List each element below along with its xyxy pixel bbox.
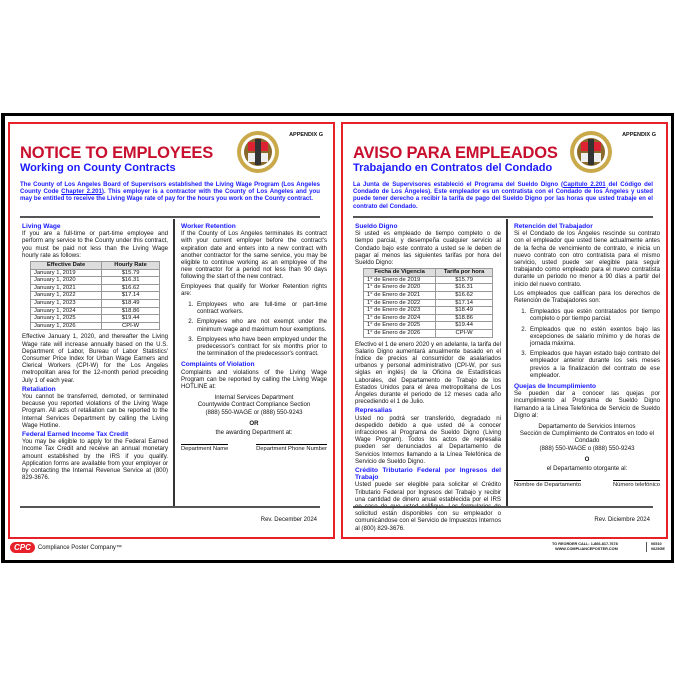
wage-increase-text: Efectivo el 1 de enero 2020 y en adelante, la tarifa del Salario Digno aumentará anualmente basado en el Índice de precios al consumidor de asalariados urbanos y personal administrativo (CPI-W, por sus siglas en inglés) de la Oficina de Estadísticas Laborales, del Departamento de Trabajo de los Estados Unidos para el área metropolitana de Los Ángeles durante el periodo de 12 meses cada año precediendo el 1 de Julio.	[355, 340, 501, 406]
table-row	[31, 277, 160, 285]
spanish-panel	[341, 122, 668, 539]
intro-text	[353, 181, 653, 210]
revision-date: Rev. December 2024	[260, 517, 317, 523]
hourly-rate: $18.49	[102, 299, 160, 307]
table-row	[364, 284, 493, 292]
intro-part: La Junta de Supervisores estableció el Programa del Sueldo Digno (	[353, 181, 564, 188]
table-row	[364, 314, 493, 322]
right-column	[181, 221, 327, 453]
retaliation-heading: Retaliation	[22, 385, 56, 393]
effective-date: January 1, 2026	[31, 322, 102, 330]
code-1: 06510	[651, 542, 662, 546]
worker-retention-text: Si el Condado de los Ángeles rescinde su contrato con el empleador que usted tiene actualmente antes de la fecha de vencimiento de contrato, e inicia un nuevo contrato con otro contratista para el mismo servicio, usted puede ser elegible para seguir trabajando como empleado para el nuevo contratista durante un periodo no menor a 90 días a partir del inicio del nuevo contrato.	[514, 230, 660, 288]
table-row	[31, 284, 160, 292]
table-row	[31, 299, 160, 307]
table-row	[364, 276, 493, 284]
living-wage-text: If you are a full-time or part-time employee and perform any service to the County under this contract, you must be paid not less than the Living Wage hourly rate as follows:	[22, 230, 168, 259]
wage-table	[363, 268, 493, 337]
col-header: Hourly Rate	[102, 262, 160, 270]
eitc-text: Usted puede ser elegible para solicitar el Crédito Tributario Federal por Ingresos del Trabajo y recibir una cantidad de dinero anual establecida por el IRS solicitud están disponibles con su empleador o comunicándose con el Servicio de Impuestos Internos al (800) 829-3676.	[355, 481, 501, 532]
effective-date: January 1, 2022	[31, 292, 102, 300]
retaliation-text: Usted no podrá ser transferido, degradado ni despedido debido a que usted dé a conocer infracciones al Programa de Sueldo Digno (Living Wage Program). Todos los actos de represalia pueden ser denunciados al Departamento de Servicios Internos llamando a la Línea Telefónica de Servicio de Sueldo Digno.	[355, 414, 501, 465]
effective-date: January 1, 2024	[31, 307, 102, 315]
wage-table	[30, 261, 160, 330]
hotline-block	[514, 423, 660, 472]
divider	[353, 506, 653, 508]
notice-title: NOTICE TO EMPLOYEES	[20, 144, 214, 162]
english-panel	[8, 122, 335, 539]
hourly-rate: $15.79	[436, 276, 493, 284]
col-header: Tarifa por hora	[436, 269, 493, 277]
effective-date: January 1, 2023	[31, 299, 102, 307]
list-item: 1. Empleados que estén contratados por tiempo completo o por tiempo parcial.	[528, 308, 660, 322]
col-header: Effective Date	[31, 262, 102, 270]
hourly-rate: $18.86	[436, 314, 493, 322]
poster-codes	[646, 542, 665, 552]
county-seal-icon	[236, 130, 280, 174]
notice-subtitle: Working on County Contracts	[20, 162, 176, 174]
department-phone-line: Número telefónico	[612, 482, 660, 489]
hourly-rate: $18.49	[436, 307, 493, 315]
hourly-rate: $17.14	[102, 292, 160, 300]
list-item: 3. Empleados que hayan estado bajo contrato del empleador anterior durante los seis meses previos a la finalización del contrato de ese empleador.	[528, 350, 660, 379]
code-2: 0625GE	[651, 547, 665, 551]
effective-date: 1° de Enero de 2019	[364, 276, 436, 284]
eitc-heading: Crédito Tributario Federal por Ingresos del Trabajo	[355, 467, 501, 482]
effective-date: 1° de Enero de 2023	[364, 307, 436, 315]
living-wage-heading: Sueldo Digno	[355, 223, 398, 230]
eitc-text: You may be eligible to apply for the Federal Earned Income Tax Credit and receive an annual monetary amount established by the IRS if you qualify. Application forms are available from your employer or by contacting the Internal Revenue Service at (800) 829-3676.	[22, 438, 168, 482]
signature-lines	[181, 444, 327, 453]
complaints-heading: Complaints of Violation	[181, 361, 255, 369]
table-row	[364, 292, 493, 300]
retaliation-text: You cannot be transferred, demoted, or terminated because you reported violations of the Living Wage Program. All acts of retaliation can be reported to the Internal Services Department by calling the Living Wage Hotline.	[22, 392, 168, 429]
effective-date: January 1, 2021	[31, 284, 102, 292]
list-item: 2. Employees who are not exempt under the minimum wage and maximum hour exemptions.	[195, 318, 327, 332]
or-label: OR	[249, 419, 259, 427]
table-row	[31, 307, 160, 315]
complaints-text: Se pueden dar a conocer las quejas por incumplimiento al Programa de Sueldo Digno llamando a la Línea Telefónica de Servicio de Sueldo Digno al:	[514, 390, 660, 419]
hourly-rate: $16.62	[436, 292, 493, 300]
reorder-phone: TO REORDER CALL: 1-866-817-7678	[552, 542, 618, 546]
effective-date: 1° de Enero de 2021	[364, 292, 436, 300]
notice-subtitle: Trabajando en Contratos del Condado	[353, 162, 553, 174]
awarding-label: the awarding Department at:	[215, 429, 293, 437]
hotline-phone: (888) 550-WAGE or (888) 550-9243	[205, 408, 303, 416]
notice-title: AVISO PARA EMPLEADOS	[353, 144, 558, 162]
department-name-line: Nombre de Departamento	[514, 482, 582, 489]
hourly-rate: CPI-W	[436, 329, 493, 337]
complaints-heading: Quejas de Incumplimiento	[514, 383, 597, 391]
table-row	[364, 307, 493, 315]
column-divider	[506, 219, 508, 506]
hourly-rate: $15.79	[102, 269, 160, 277]
list-item: 2. Empleados que no estén exentos bajo las excepciones de salario mínimo y de horas de jornada máxima.	[528, 326, 660, 348]
hourly-rate: $16.31	[436, 284, 493, 292]
section: Countywide Contract Compliance Section	[197, 401, 311, 409]
divider	[353, 216, 653, 218]
county-code-link[interactable]: Chapter 2.201	[61, 188, 102, 196]
qualify-list	[528, 308, 660, 379]
living-wage-heading: Living Wage	[22, 223, 61, 230]
effective-date: 1° de Enero de 2022	[364, 299, 436, 307]
table-row	[31, 322, 160, 330]
worker-retention-heading: Worker Retention	[181, 223, 236, 230]
hourly-rate: $18.86	[102, 307, 160, 315]
effective-date: January 1, 2025	[31, 315, 102, 323]
hotline-phone: (888) 550-WAGE o (888) 550-9243	[539, 444, 635, 452]
county-code-link[interactable]: Capítulo 2.201	[563, 181, 606, 188]
hourly-rate: $16.31	[102, 277, 160, 285]
retaliation-heading: Represalias	[355, 407, 393, 415]
appendix-label: APPENDIX G	[289, 132, 323, 138]
department: Internal Services Department	[214, 394, 294, 402]
appendix-label: APPENDIX G	[622, 132, 656, 138]
website: WWW.COMPLIANCEPOSTER.COM	[555, 547, 618, 551]
col-header: Fecha de Vigencia	[364, 269, 436, 277]
intro-part: The County of Los Angeles Board of Supervisors established the Living Wage Program (Los Angeles County Code	[20, 181, 320, 196]
hotline-block	[181, 394, 327, 436]
left-column	[22, 221, 168, 483]
qualify-text: Employees that qualify for Worker Retention rights are:	[181, 282, 327, 297]
hourly-rate: CPI-W	[102, 322, 160, 330]
or-label: O	[584, 455, 590, 463]
company-name: Compliance Poster Company™	[37, 544, 122, 551]
column-divider	[173, 219, 175, 506]
signature-lines	[514, 480, 660, 489]
intro-part: del Código del Condado de Los Ángeles). Este empleador es un contratista con el Condado de los Ángeles y usted puede tener derecho a recibir la tarifa de pago del Sueldo Digno por las horas que usted trabaje en el contrato del Condado.	[353, 181, 653, 210]
worker-retention-heading: Retención del Trabajador	[514, 223, 593, 230]
cpc-logo-mark: CPC	[10, 542, 35, 553]
complaints-text: Complaints and violations of the Living Wage Program can be reported by calling the Living Wage HOTLINE at:	[181, 368, 327, 391]
cpc-logo	[10, 542, 122, 553]
effective-date: 1° de Enero de 2025	[364, 322, 436, 330]
effective-date: 1° de Enero de 2020	[364, 284, 436, 292]
effective-date: January 1, 2019	[31, 269, 102, 277]
department: Departamento de Servicios Internos	[538, 423, 636, 431]
list-item: 3. Employees who have been employed under the predecessor's contract for six months prior to the termination of the predecessor's contract.	[195, 336, 327, 358]
section: Sección de Cumplimiento de Contratos en todo el Condado	[519, 430, 655, 445]
worker-retention-text: If the County of Los Angeles terminates its contract with your current employer before the contract's expiration date and enters into a new contract with another contractor for the same service, you may be eligible to continue working as an employee of the new contractor for a period not less than 90 days following the start of the new contract.	[181, 230, 327, 281]
hourly-rate: $17.14	[436, 299, 493, 307]
table-row	[31, 269, 160, 277]
table-row	[31, 315, 160, 323]
table-row	[31, 292, 160, 300]
qualify-text: Los empleados que califican para los derechos de Retención de Trabajadores son:	[514, 289, 660, 305]
divider	[20, 216, 320, 218]
effective-date: 1° de Enero de 2024	[364, 314, 436, 322]
hourly-rate: $19.44	[436, 322, 493, 330]
intro-part: ). This employer is a contractor with the County of Los Angeles and you may be entitled to receive the Living Wage rate of pay for the hours you work on the County contract.	[20, 188, 321, 203]
table-row	[364, 322, 493, 330]
revision-date: Rev. Diciembre 2024	[594, 517, 650, 523]
effective-date: January 1, 2020	[31, 277, 102, 285]
table-row	[364, 329, 493, 337]
county-seal-icon	[569, 130, 613, 174]
right-column	[514, 221, 660, 490]
intro-text	[20, 181, 320, 203]
hourly-rate: $16.62	[102, 284, 160, 292]
living-wage-text: Si usted es empleado de tiempo completo o de tiempo parcial, y desempeña cualquier servicio al Condado bajo este contrato a usted se le deben de pagar al menos las siguientes tarifas por hora del Sueldo Digno:	[355, 230, 501, 267]
department-name-line: Department Name	[181, 446, 229, 453]
list-item: 1. Employees who are full-time or part-time contract workers.	[195, 301, 327, 315]
reorder-info	[552, 542, 618, 552]
eitc-heading: Federal Earned Income Tax Credit	[22, 431, 129, 438]
awarding-label: el Departamento otorgante al:	[546, 465, 628, 473]
wage-increase-text: Effective January 1, 2020, and thereafter the Living Wage rate will increase annually based on the U.S. Department of Labor, Bureau of Labor Statistics' Consumer Price Index for Urban Wage Earners and Clerical Workers (CPI-W) for the Los Angeles metropolitan area for the 12-month period preceding July 1 of each year.	[22, 333, 168, 384]
effective-date: 1° de Enero de 2026	[364, 329, 436, 337]
divider	[20, 506, 320, 508]
hourly-rate: $19.44	[102, 315, 160, 323]
department-phone-line: Department Phone Number	[256, 446, 327, 453]
qualify-list	[195, 301, 327, 357]
left-column	[355, 221, 501, 534]
table-row	[364, 299, 493, 307]
